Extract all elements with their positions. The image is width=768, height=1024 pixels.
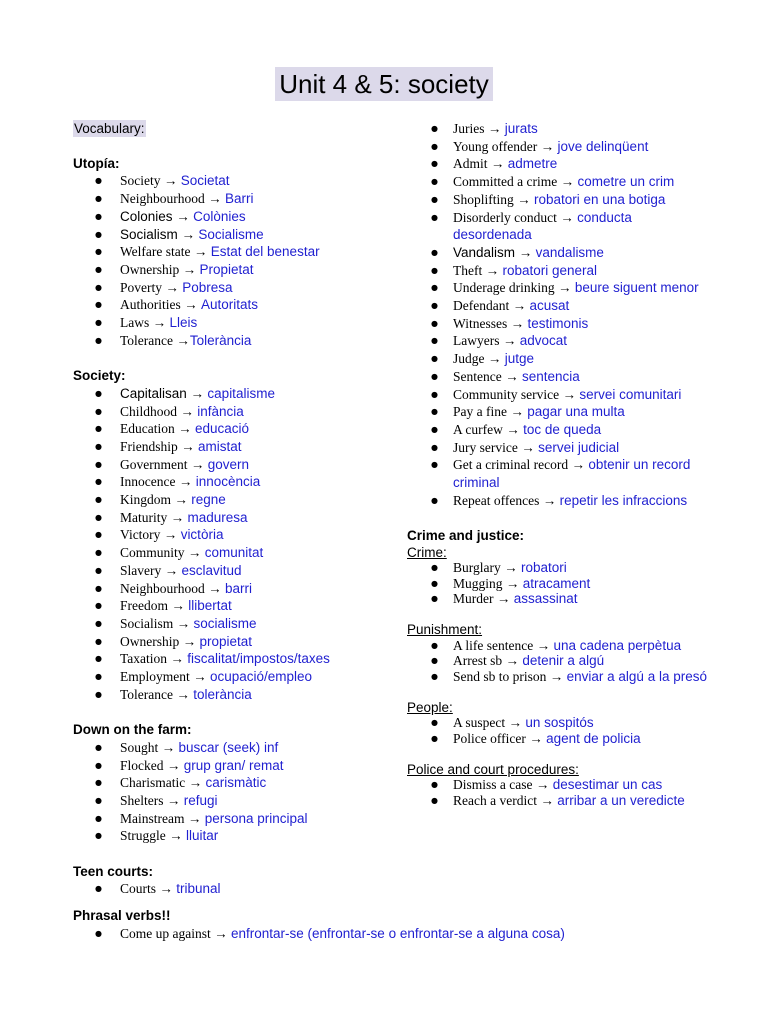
right-column xyxy=(407,120,707,808)
society-list xyxy=(73,385,403,704)
subheading-punishment: Punishment: xyxy=(407,622,483,638)
list-item: ● Victory → victòria xyxy=(95,527,224,543)
bullet-icon: ● xyxy=(95,672,102,682)
bullet-icon: ● xyxy=(95,406,102,416)
list-item: ● Police officer → agent de policia xyxy=(431,730,641,746)
bullet-icon: ● xyxy=(95,176,102,186)
list-item: ● Burglary → robatori xyxy=(431,560,567,576)
list-item: ● Jury service → servei judicial xyxy=(431,439,620,455)
list-item: ● Socialism → Socialisme xyxy=(95,226,264,242)
bullet-icon: ● xyxy=(431,124,438,133)
bullet-icon: ● xyxy=(95,318,102,328)
list-item: ● Defendant → acusat xyxy=(431,298,570,314)
bullet-icon: ● xyxy=(431,283,438,293)
list-item: ● Government → govern xyxy=(95,456,250,472)
bullet-icon: ● xyxy=(95,928,102,938)
bullet-icon: ● xyxy=(431,194,438,204)
list-item: ● Childhood → infància xyxy=(95,403,244,419)
list-item: ● Taxation → fiscalitat/impostos/taxes xyxy=(95,651,330,667)
list-item: ● Disorderly conduct → conducta desordenada xyxy=(431,209,632,243)
bullet-icon: ● xyxy=(431,671,438,681)
list-item: ● Welfare state → Estat del benestar xyxy=(95,244,320,260)
list-item: ● Get a criminal record → obtenir un record criminal xyxy=(431,457,691,491)
bullet-icon: ● xyxy=(95,583,102,593)
list-item: ● A suspect → un sospitós xyxy=(431,715,594,731)
bullet-icon: ● xyxy=(95,495,102,505)
list-item: ● Shelters → refugi xyxy=(95,792,218,808)
list-item: ● Reach a verdict → arribar a un veredicte xyxy=(431,792,685,808)
list-item: ● Capitalisan → capitalisme xyxy=(95,385,275,401)
list-item: ● Tolerance →Tolerància xyxy=(95,332,252,348)
section-heading-society: Society: xyxy=(73,368,126,384)
bullet-icon: ● xyxy=(95,601,102,611)
bullet-icon: ● xyxy=(431,640,438,650)
bullet-icon: ● xyxy=(431,212,438,222)
list-item: ● Theft → robatori general xyxy=(431,262,598,278)
phrasal-verbs-section xyxy=(73,907,693,942)
bullet-icon: ● xyxy=(431,718,438,728)
bullet-icon: ● xyxy=(431,442,438,452)
bullet-icon: ● xyxy=(431,795,438,805)
bullet-icon: ● xyxy=(431,780,438,790)
list-item: ● Arrest sb → detenir a algú xyxy=(431,653,605,669)
list-item: ● Tolerance → tolerància xyxy=(95,686,252,702)
bullet-icon: ● xyxy=(431,563,438,573)
list-item: ● Innocence → innocència xyxy=(95,474,261,490)
bullet-icon: ● xyxy=(95,618,102,628)
list-item: ● Lawyers → advocat xyxy=(431,333,568,349)
list-item: ● Sentence → sentencia xyxy=(431,368,580,384)
bullet-icon: ● xyxy=(95,335,102,345)
bullet-icon: ● xyxy=(431,656,438,666)
bullet-icon: ● xyxy=(95,689,102,699)
list-item: ● Charismatic → carismàtic xyxy=(95,775,267,791)
list-item: ● Socialism → socialisme xyxy=(95,615,257,631)
bullet-icon: ● xyxy=(431,265,438,275)
crime-list xyxy=(407,560,707,607)
list-item: ● Society → Societat xyxy=(95,173,230,189)
list-item: ● Maturity → maduresa xyxy=(95,509,248,525)
list-item: ● Juries → jurats xyxy=(431,121,538,136)
list-item: ● A life sentence → una cadena perpètua xyxy=(431,637,682,653)
section-heading-teen-courts: Teen courts: xyxy=(73,863,154,879)
list-item: ● A curfew → toc de queda xyxy=(431,421,602,437)
bullet-icon: ● xyxy=(431,407,438,417)
people-list xyxy=(407,715,707,746)
punishment-list xyxy=(407,638,707,685)
bullet-icon: ● xyxy=(431,247,438,257)
bullet-icon: ● xyxy=(95,459,102,469)
list-item: ● Freedom → llibertat xyxy=(95,598,232,614)
bullet-icon: ● xyxy=(95,211,102,221)
list-item: ● Community service → servei comunitari xyxy=(431,386,682,402)
list-item: ● Murder → assassinat xyxy=(431,591,578,607)
bullet-icon: ● xyxy=(95,282,102,292)
bullet-icon: ● xyxy=(431,460,438,470)
subheading-people: People: xyxy=(407,699,453,715)
list-item: ● Laws → Lleis xyxy=(95,315,198,331)
list-item: ● Young offender → jove delinqüent xyxy=(431,138,649,154)
bullet-icon: ● xyxy=(431,159,438,169)
list-item: ● Kingdom → regne xyxy=(95,492,226,508)
list-item: ● Send sb to prison → enviar a algú a la presó xyxy=(431,668,707,684)
section-heading-utopia: Utopía: xyxy=(73,155,120,171)
bullet-icon: ● xyxy=(95,565,102,575)
list-item: ● Mugging → atracament xyxy=(431,575,591,591)
farm-list xyxy=(73,739,403,845)
list-item: ● Shoplifting → robatori en una botiga xyxy=(431,191,666,207)
section-heading-crime-and-justice: Crime and justice: xyxy=(407,528,525,544)
list-item: ● Struggle → lluitar xyxy=(95,828,219,844)
bullet-icon: ● xyxy=(95,530,102,540)
bullet-icon: ● xyxy=(95,229,102,239)
list-item: ● Friendship → amistat xyxy=(95,438,242,454)
list-item: ● Education → educació xyxy=(95,421,250,437)
subheading-police-and-court-procedures: Police and court procedures: xyxy=(407,761,579,777)
bullet-icon: ● xyxy=(431,389,438,399)
bullet-icon: ● xyxy=(431,318,438,328)
list-item: ● Repeat offences → repetir les infraccions xyxy=(431,492,688,508)
bullet-icon: ● xyxy=(95,831,102,841)
section-heading-down-on-the-farm: Down on the farm: xyxy=(73,722,192,738)
list-item: ● Pay a fine → pagar una multa xyxy=(431,404,625,420)
justice-list xyxy=(407,120,707,509)
list-item: ● Employment → ocupació/empleo xyxy=(95,669,313,685)
bullet-icon: ● xyxy=(431,594,438,604)
bullet-icon: ● xyxy=(95,194,102,204)
vocabulary-label: Vocabulary: xyxy=(74,121,145,136)
bullet-icon: ● xyxy=(95,795,102,805)
list-item: ● Judge → jutge xyxy=(431,351,535,367)
bullet-icon: ● xyxy=(95,424,102,434)
left-column xyxy=(73,120,403,898)
bullet-icon: ● xyxy=(95,654,102,664)
bullet-icon: ● xyxy=(95,884,102,894)
list-item: ● Flocked → grup gran/ remat xyxy=(95,757,284,773)
bullet-icon: ● xyxy=(95,477,102,487)
list-item: ● Vandalism → vandalisme xyxy=(431,244,604,260)
bullet-icon: ● xyxy=(431,301,438,311)
list-item: ● Sought → buscar (seek) inf xyxy=(95,739,279,755)
bullet-icon: ● xyxy=(95,441,102,451)
teen-courts-list xyxy=(73,880,403,898)
list-item: ● Dismiss a case → desestimar un cas xyxy=(431,777,663,793)
bullet-icon: ● xyxy=(95,300,102,310)
list-item: ● Underage drinking → beure siguent menor xyxy=(431,280,699,296)
list-item: ● Ownership → propietat xyxy=(95,633,253,649)
list-item: ● Admit → admetre xyxy=(431,156,558,172)
list-item: ● Committed a crime → cometre un crim xyxy=(431,174,675,190)
list-item: ● Courts → tribunal xyxy=(95,881,221,897)
bullet-icon: ● xyxy=(95,742,102,752)
bullet-icon: ● xyxy=(95,388,102,398)
list-item: ● Neighbourhood → Barri xyxy=(95,191,254,207)
section-heading-phrasal-verbs: Phrasal verbs!! xyxy=(73,908,171,923)
list-item: ● Ownership → Propietat xyxy=(95,261,254,277)
list-item: ● Mainstream → persona principal xyxy=(95,810,308,826)
bullet-icon: ● xyxy=(431,371,438,381)
list-item: ● Slavery → esclavitud xyxy=(95,562,242,578)
list-item: ● Witnesses → testimonis xyxy=(431,315,589,331)
subheading-crime: Crime: xyxy=(407,544,447,560)
bullet-icon: ● xyxy=(431,733,438,743)
utopia-list xyxy=(73,172,403,349)
bullet-icon: ● xyxy=(431,354,438,364)
list-item: ● Poverty → Pobresa xyxy=(95,279,233,295)
bullet-icon: ● xyxy=(95,512,102,522)
bullet-icon: ● xyxy=(95,760,102,770)
bullet-icon: ● xyxy=(95,264,102,274)
title-wrapper xyxy=(0,67,768,101)
bullet-icon: ● xyxy=(431,336,438,346)
bullet-icon: ● xyxy=(431,177,438,187)
page-title: Unit 4 & 5: society xyxy=(275,67,493,101)
bullet-icon: ● xyxy=(431,141,438,151)
bullet-icon: ● xyxy=(431,424,438,434)
list-item: ● Community → comunitat xyxy=(95,545,264,561)
bullet-icon: ● xyxy=(431,578,438,588)
list-item: ● Come up against → enfrontar-se (enfrontar-se o enfrontar-se a alguna cosa) xyxy=(95,925,565,941)
bullet-icon: ● xyxy=(95,813,102,823)
bullet-icon: ● xyxy=(95,636,102,646)
bullet-icon: ● xyxy=(431,495,438,505)
procedures-list xyxy=(407,777,707,808)
list-item: ● Neighbourhood → barri xyxy=(95,580,253,596)
bullet-icon: ● xyxy=(95,548,102,558)
bullet-icon: ● xyxy=(95,778,102,788)
bullet-icon: ● xyxy=(95,247,102,257)
list-item: ● Authorities → Autoritats xyxy=(95,297,259,313)
phrasal-list xyxy=(73,925,693,943)
list-item: ● Colonies → Colònies xyxy=(95,208,246,224)
